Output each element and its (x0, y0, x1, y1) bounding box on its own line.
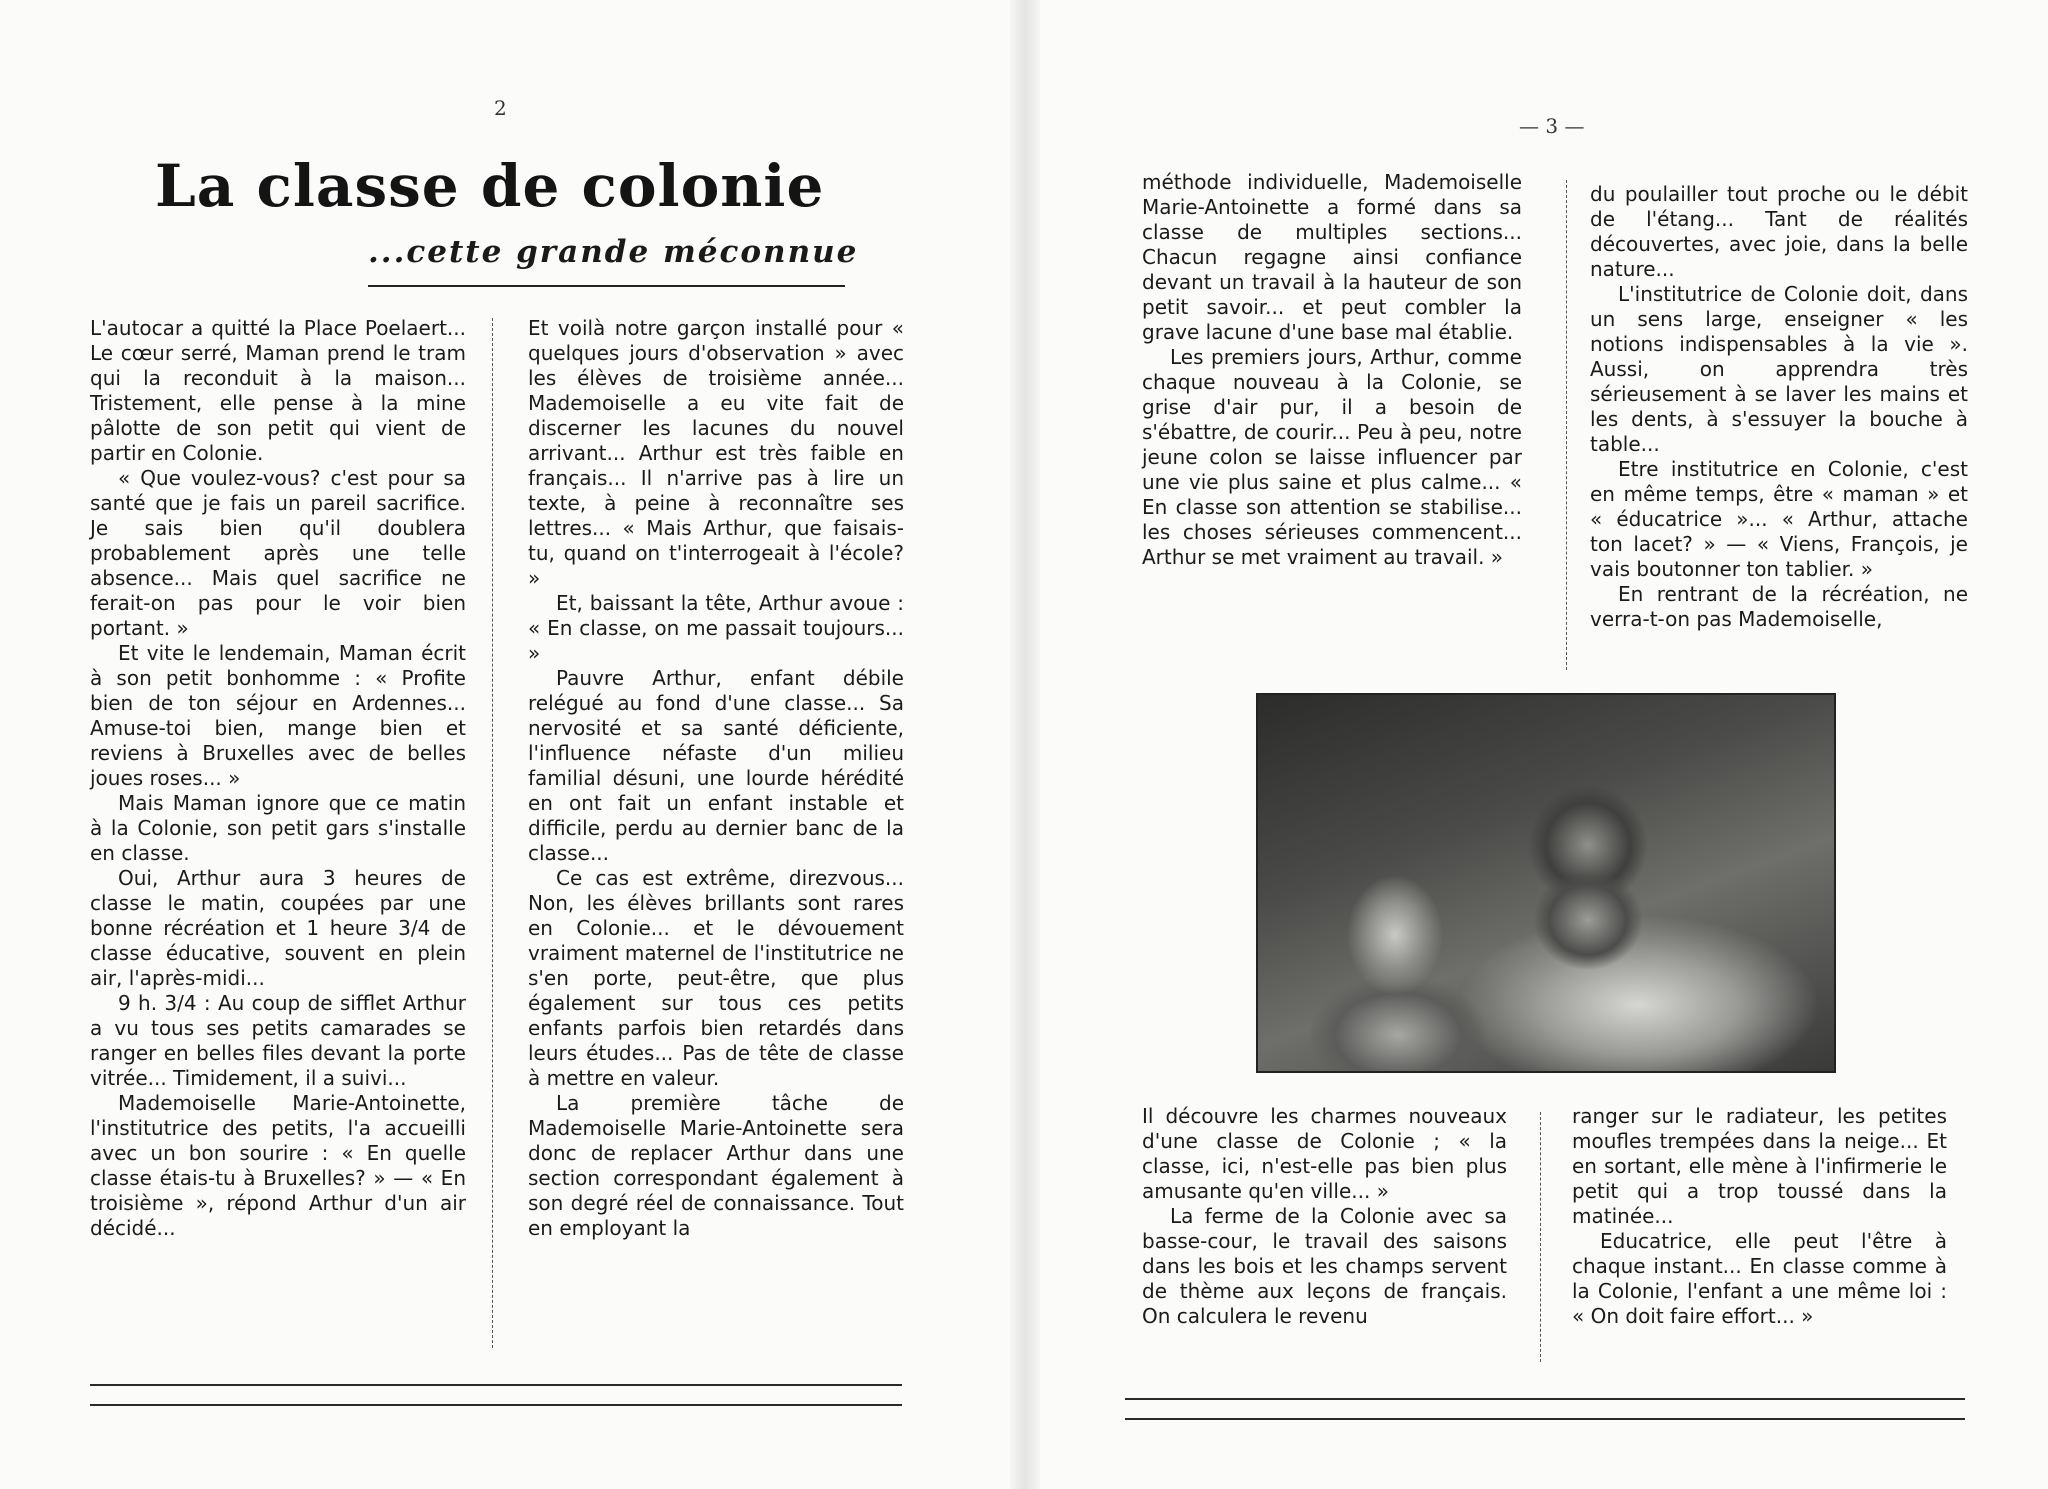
paragraph: L'autocar a quitté la Place Poelaert... Le cœur serré, Maman prend le tram qui la reconduit à la maison... Tristement, elle pense à la mine pâlotte de son petit qui vient de partir en Colonie. (90, 316, 466, 465)
article-title: La classe de colonie (155, 152, 825, 220)
paragraph: méthode individuelle, Mademoiselle Marie-Antoinette a formé dans sa classe de multiples sections... Chacun regagne ainsi confiance devant un travail à la hauteur de son petit savoir... et peut combler la grave lacune d'une base mal établie. (1142, 170, 1522, 344)
paragraph: Les premiers jours, Arthur, comme chaque nouveau à la Colonie, se grise d'air pur, il a besoin de s'ébattre, de courir... Peu à peu, notre jeune colon se laisse influencer par une vie plus saine et plus calme... « En classe son attention se stabilise... les choses sérieuses commencent... Arthur se met vraiment au travail. » (1142, 345, 1522, 569)
bottom-rule (90, 1404, 902, 1406)
left-page-column-1 (90, 316, 466, 1241)
book-gutter (1010, 0, 1040, 1489)
paragraph: Il découvre les charmes nouveaux d'une classe de Colonie ; « la classe, ici, n'est-elle pas bien plus amusante qu'en ville... » (1142, 1104, 1507, 1203)
paragraph: du poulailler tout proche ou le débit de l'étang... Tant de réalités découvertes, avec joie, dans la belle nature... (1590, 182, 1968, 281)
bottom-rule (1125, 1398, 1965, 1400)
paragraph: La ferme de la Colonie avec sa basse-cour, le travail des saisons dans les bois et les champs servent de thème aux leçons de français. On calculera le revenu (1142, 1204, 1507, 1328)
paragraph: Et voilà notre garçon installé pour « quelques jours d'observation » avec les élèves de troisième année... Mademoiselle a eu vite fait de discerner les lacunes du nouvel arrivant... Arthur est très faible en français... Il n'arrive pas à lire un texte, à peine à reconnaître ses lettres... « Mais Arthur, que faisais-tu, quand on t'interrogeait à l'école? » (528, 316, 904, 590)
paragraph: « Que voulez-vous? c'est pour sa santé que je fais un pareil sacrifice. Je sais bien qu'il doublera probablement après une telle absence... Mais quel sacrifice ne ferait-on pas pour le voir bien portant. » (90, 466, 466, 640)
paragraph: Mais Maman ignore que ce matin à la Colonie, son petit gars s'installe en classe. (90, 791, 466, 865)
left-page-column-2 (528, 316, 904, 1241)
article-subtitle: ...cette grande méconnue (368, 234, 859, 270)
column-separator (492, 318, 493, 1348)
paragraph: 9 h. 3/4 : Au coup de sifflet Arthur a vu tous ses petits camarades se ranger en belles files devant la porte vitrée... Timidement, il a suivi... (90, 991, 466, 1090)
bottom-rule (1125, 1418, 1965, 1420)
page-number-left: 2 (494, 96, 507, 120)
right-page-column-1-top (1142, 170, 1522, 570)
paragraph: Etre institutrice en Colonie, c'est en même temps, être « maman » et « éducatrice »... « Arthur, attache ton lacet? » — « Viens, François, je vais boutonner ton tablier. » (1590, 457, 1968, 581)
paragraph: Mademoiselle Marie-Antoinette, l'institutrice des petits, l'a accueilli avec un bon sourire : « En quelle classe étais-tu à Bruxelles? » — « En troisième », répond Arthur d'un air décidé... (90, 1091, 466, 1240)
column-separator (1540, 1112, 1541, 1362)
subtitle-underline (368, 285, 845, 287)
paragraph: Et, baissant la tête, Arthur avoue : « En classe, on me passait toujours... » (528, 591, 904, 665)
page-number-right: — 3 — (1519, 114, 1585, 138)
paragraph: L'institutrice de Colonie doit, dans un sens large, enseigner « les notions indispensables à la vie ». Aussi, on apprendra très sérieusement à se laver les mains et les dents, à s'essuyer la bouche à table... (1590, 282, 1968, 456)
paragraph: Oui, Arthur aura 3 heures de classe le matin, coupées par une bonne récréation et 1 heure 3/4 de classe éducative, souvent en plein air, l'après-midi... (90, 866, 466, 990)
right-page-column-2-top (1590, 182, 1968, 632)
paragraph: Pauvre Arthur, enfant débile relégué au fond d'une classe... Sa nervosité et sa santé déficiente, l'influence néfaste d'un milieu familial désuni, une lourde hérédité en ont fait un enfant instable et difficile, perdu au dernier banc de la classe... (528, 666, 904, 865)
classroom-photo (1256, 693, 1836, 1073)
paragraph: ranger sur le radiateur, les petites moufles trempées dans la neige... Et en sortant, elle mène à l'infirmerie le petit qui a trop toussé dans la matinée... (1572, 1104, 1947, 1228)
column-separator (1566, 180, 1567, 670)
paragraph: Educatrice, elle peut l'être à chaque instant... En classe comme à la Colonie, l'enfant a une même loi : « On doit faire effort... » (1572, 1229, 1947, 1328)
right-page-column-2-bottom (1572, 1104, 1947, 1329)
paragraph: La première tâche de Mademoiselle Marie-Antoinette sera donc de replacer Arthur dans une section correspondant également à son degré réel de connaissance. Tout en employant la (528, 1091, 904, 1240)
paragraph: En rentrant de la récréation, ne verra-t-on pas Mademoiselle, (1590, 582, 1968, 631)
paragraph: Et vite le lendemain, Maman écrit à son petit bonhomme : « Profite bien de ton séjour en Ardennes... Amuse-toi bien, mange bien et reviens à Bruxelles avec de belles joues roses... » (90, 641, 466, 790)
paragraph: Ce cas est extrême, direzvous... Non, les élèves brillants sont rares en Colonie... et le dévouement vraiment maternel de l'institutrice ne s'en porte, peut-être, que plus également sur tous ces petits enfants parfois bien retardés dans leurs études... Pas de tête de classe à mettre en valeur. (528, 866, 904, 1090)
bottom-rule (90, 1384, 902, 1386)
right-page-column-1-bottom (1142, 1104, 1507, 1329)
